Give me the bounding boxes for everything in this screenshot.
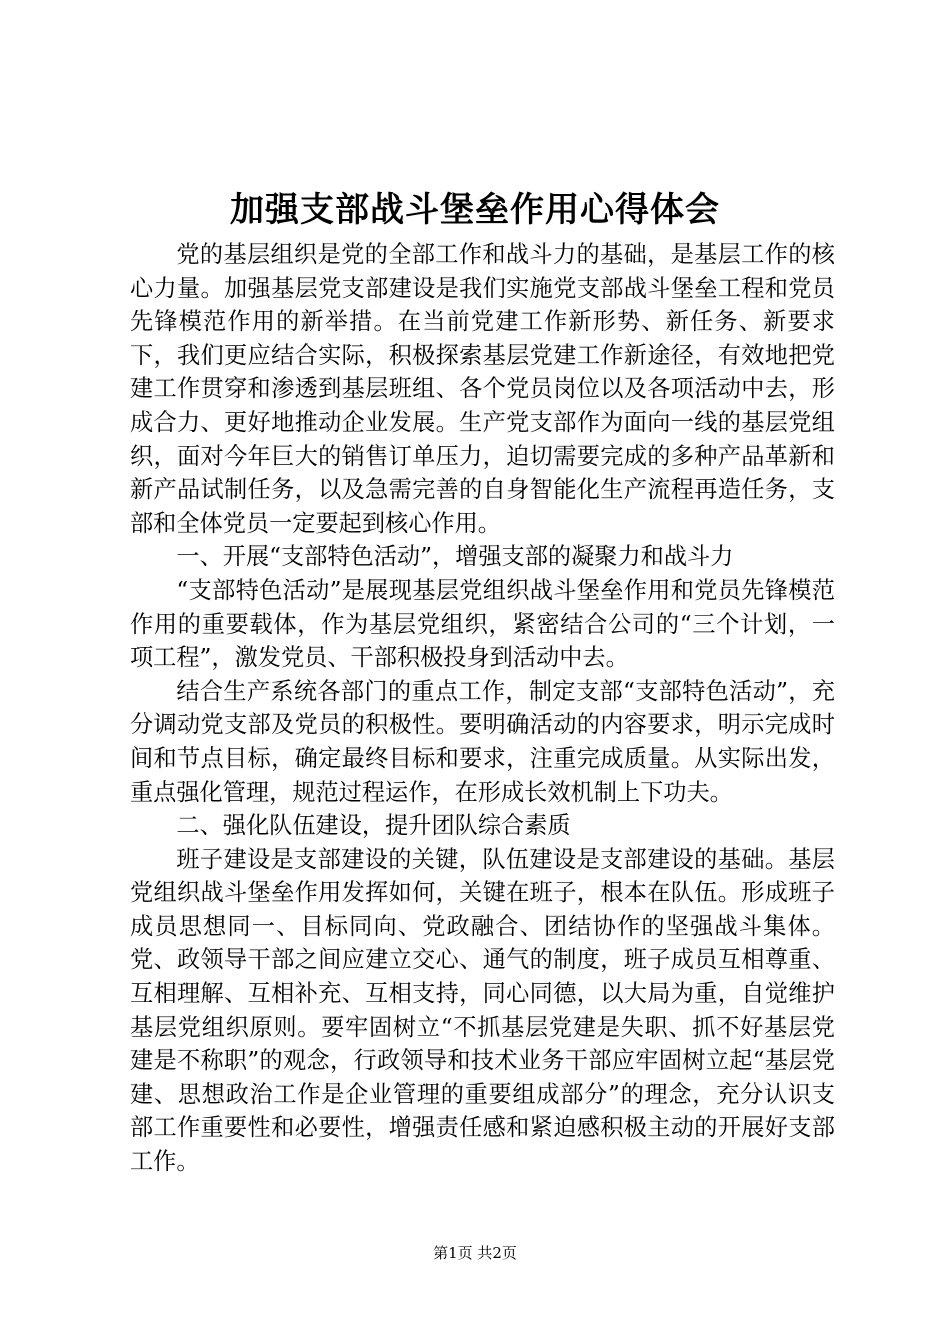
paragraph-intro: 党的基层组织是党的全部工作和战斗力的基础，是基层工作的核心力量。加强基层党支部建设是我们实施党支部战斗堡垒工程和党员先锋模范作用的新举措。在当前党建工作新形势、新任务、新要求下，我们更应结合实际，积极探索基层党建工作新途径，有效地把党建工作贯穿和渗透到基层班组、各个党员岗位以及各项活动中去，形成合力、更好地推动企业发展。生产党支部作为面向一线的基层党组织，面对今年巨大的销售订单压力，迫切需要完成的多种产品革新和新产品试制任务，以及急需完善的自身智能化生产流程再造任务，支部和全体党员一定要起到核心作用。	[130, 241, 835, 537]
document-body	[130, 238, 835, 1179]
section-heading-1: 一、开展“支部特色活动”，增强支部的凝聚力和战斗力	[176, 543, 734, 571]
paragraph-section-2a: 班子建设是支部建设的关键，队伍建设是支部建设的基础。基层党组织战斗堡垒作用发挥如何，关键在班子，根本在队伍。形成班子成员思想同一、目标同向、党政融合、团结协作的坚强战斗集体。党、政领导干部之间应建立交心、通气的制度，班子成员互相尊重、互相理解、互相补充、互相支持，同心同德，以大局为重，自觉维护基层党组织原则。要牢固树立“不抓基层党建是失职、抓不好基层党建是不称职”的观念，行政领导和技术业务干部应牢固树立起“基层党建、思想政治工作是企业管理的重要组成部分”的理念，充分认识支部工作重要性和必要性，增强责任感和紧迫感积极主动的开展好支部工作。	[130, 845, 835, 1176]
paragraph-section-1a: “支部特色活动”是展现基层党组织战斗堡垒作用和党员先锋模范作用的重要载体，作为基层党组织，紧密结合公司的“三个计划，一项工程”，激发党员、干部积极投身到活动中去。	[130, 576, 835, 672]
page-footer: 第1页 共2页	[433, 1244, 517, 1262]
section-heading-2: 二、强化队伍建设，提升团队综合素质	[176, 812, 571, 840]
page-title: 加强支部战斗堡垒作用心得体会	[230, 190, 720, 230]
paragraph-section-1b: 结合生产系统各部门的重点工作，制定支部“支部特色活动”，充分调动党支部及党员的积极性。要明确活动的内容要求，明示完成时间和节点目标，确定最终目标和要求，注重完成质量。从实际出发，重点强化管理，规范过程运作，在形成长效机制上下功夫。	[130, 677, 835, 806]
